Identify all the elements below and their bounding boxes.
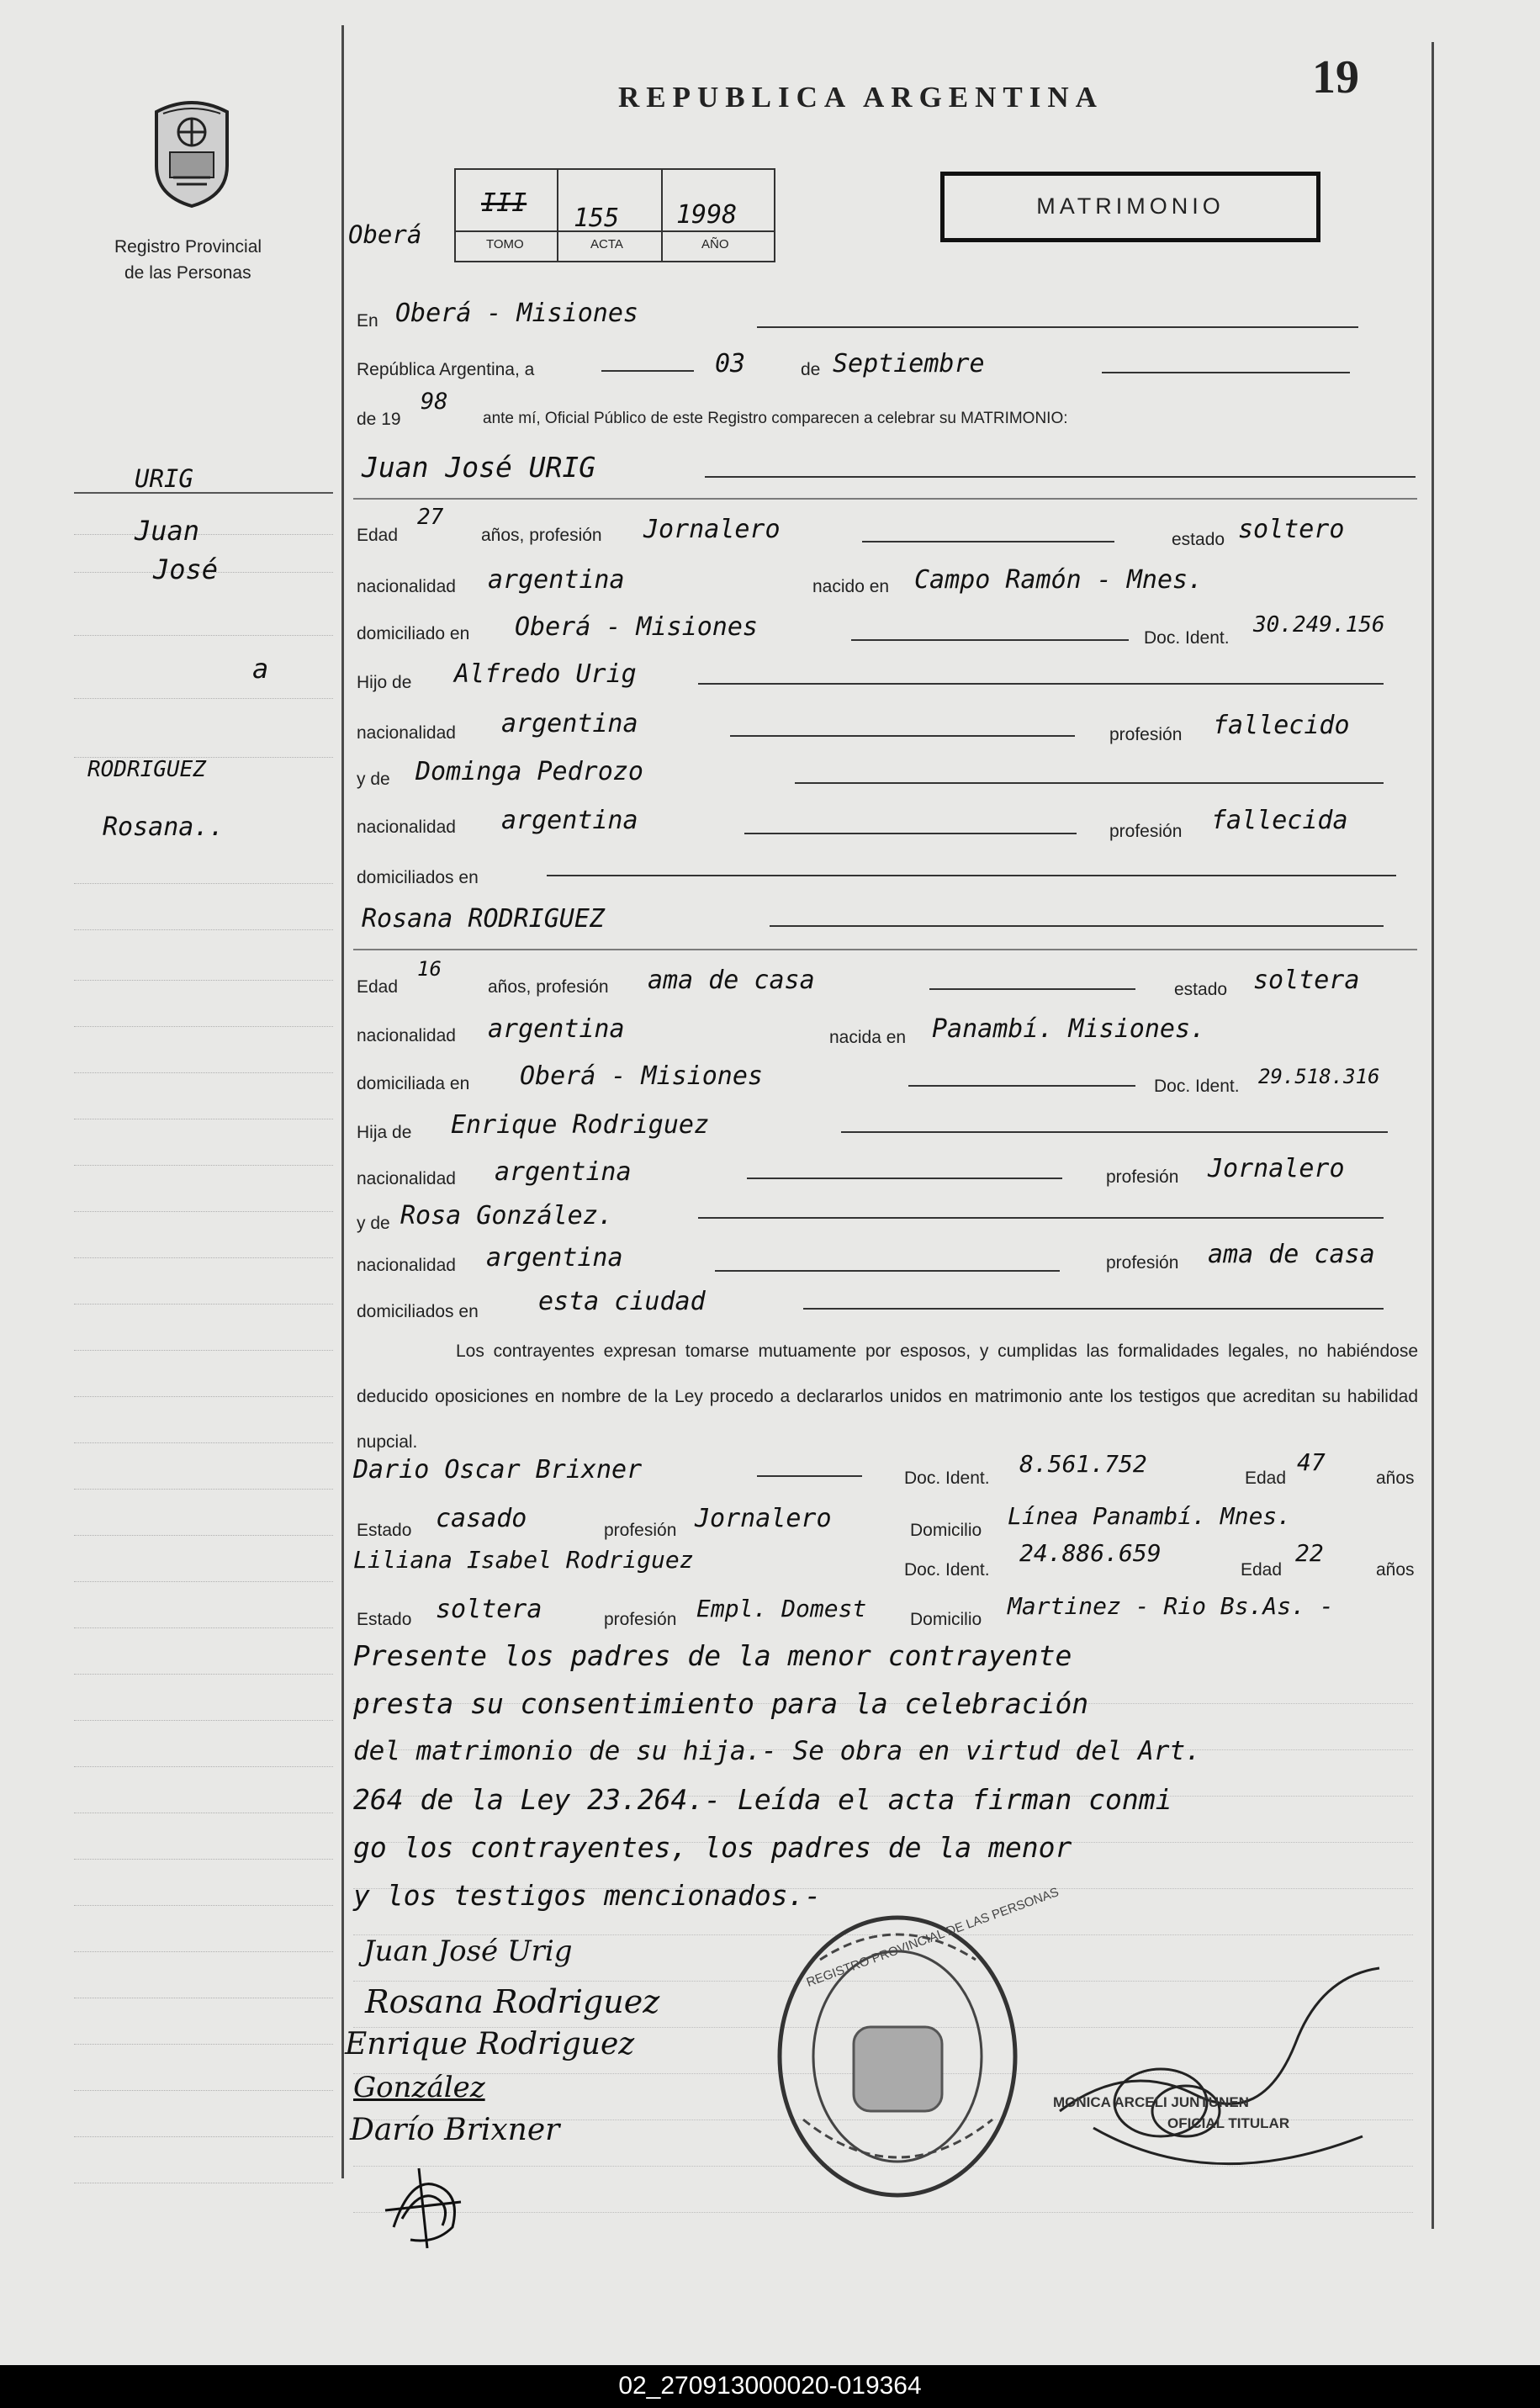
bride-mother: Rosa González. [400,1201,613,1230]
groom-father: Alfredo Urig [454,659,637,689]
groom-parents-domicile-label: domiciliados en [357,868,479,887]
bride-parents-domicile-label: domiciliados en [357,1302,479,1321]
margin-conjunction: a [252,653,269,685]
bride-nationality-label: nacionalidad [357,1026,456,1045]
witness1-age: 47 [1297,1448,1326,1476]
tomo-label: TOMO [486,237,524,251]
bride-doc: 29.518.316 [1258,1065,1380,1088]
witness1-name: Dario Oscar Brixner [353,1455,643,1484]
appearance-statement: ante mí, Oficial Público de este Registro comparecen a celebrar su MATRIMONIO: [483,410,1068,427]
groom-estado: soltero [1238,515,1345,544]
groom-domicile: Oberá - Misiones [515,612,758,642]
witness1-prof-label: profesión [604,1521,677,1540]
bride-age: 16 [417,957,442,981]
witness2-doc: 24.886.659 [1019,1539,1162,1567]
bride-yde-label: y de [357,1214,390,1233]
groom-mother-nat-label: nacionalidad [357,818,456,837]
bride-mother-nat-label: nacionalidad [357,1256,456,1275]
remarks-line: Presente los padres de la menor contrayente [353,1639,1072,1672]
witness2-profession: Empl. Domest [696,1595,867,1622]
bride-doc-label: Doc. Ident. [1154,1077,1240,1096]
seal-text: REGISTRO PROVINCIAL DE LAS PERSONAS [804,1885,1061,1990]
witness1-dom-label: Domicilio [910,1521,982,1540]
groom-doc-label: Doc. Ident. [1144,628,1230,648]
remarks-line: presta su consentimiento para la celebración [353,1687,1089,1720]
groom-mother-prof-label: profesión [1109,822,1183,841]
registry-name-line2: de las Personas [124,263,251,283]
signature-witness1: Darío Brixner [350,2113,560,2147]
bride-nationality: argentina [488,1014,625,1044]
margin-spouse-surname: RODRIGUEZ [87,757,206,782]
acta-value: 155 [574,204,620,233]
witness2-dom-label: Domicilio [910,1610,982,1629]
bride-nacida-label: nacida en [829,1028,907,1047]
official-signature-scribble-icon [1043,1943,1430,2187]
remarks-line: 264 de la Ley 23.264.- Leída el acta firman conmi [353,1783,1172,1816]
groom-full-name: Juan José URIG [362,451,596,484]
witness2-doc-label: Doc. Ident. [904,1560,990,1580]
bride-mother-profession: ama de casa [1208,1240,1375,1269]
official-title: OFICIAL TITULAR [1167,2115,1290,2131]
folio-number: 19 [1312,51,1359,103]
bride-father-prof-label: profesión [1106,1167,1179,1187]
groom-edad-label: Edad [357,526,399,545]
witness1-domicile: Línea Panambí. Mnes. [1008,1502,1292,1530]
witness1-doc-label: Doc. Ident. [904,1469,990,1488]
official-name: MONICA ARCELI JUNTUNEN [1053,2094,1249,2110]
bride-domicile: Oberá - Misiones [520,1061,763,1091]
celebration-month: Septiembre [833,349,985,378]
provincial-emblem-icon [150,97,234,208]
thumbprint-mark-icon [377,2160,478,2252]
witness2-name: Liliana Isabel Rodriguez [353,1546,694,1574]
groom-doc: 30.249.156 [1253,612,1385,638]
groom-mother-nationality: argentina [501,806,638,835]
signature-bride-father: Enrique Rodriguez [345,2027,635,2061]
celebration-place: Oberá - Misiones [395,299,638,328]
bride-father-nationality: argentina [495,1157,632,1187]
signature-bride: Rosana Rodriguez [365,1983,660,2020]
groom-mother: Dominga Pedrozo [415,757,643,786]
bride-estado: soltera [1253,966,1360,995]
celebration-day: 03 [715,349,746,378]
groom-hijo-label: Hijo de [357,673,412,692]
bride-anos-profesion-label: años, profesión [488,977,609,997]
ano-label: AÑO [701,237,729,251]
bride-father: Enrique Rodriguez [451,1110,710,1140]
remarks-line: go los contrayentes, los padres de la menor [353,1831,1072,1864]
registry-name-line1: Registro Provincial [114,237,262,257]
year-suffix: 98 [421,389,448,415]
margin-surname: URIG [135,464,193,493]
document-id: 02_270913000020-019364 [618,2372,922,2400]
bride-father-profession: Jornalero [1208,1154,1345,1183]
remarks-line: y los testigos mencionados.- [353,1879,822,1912]
bride-edad-label: Edad [357,977,399,997]
groom-father-profession: fallecido [1213,711,1350,740]
signature-bride-mother: González [353,2071,485,2104]
bride-parents-domicile: esta ciudad [538,1287,706,1316]
witness1-estado-label: Estado [357,1521,412,1540]
signature-groom: Juan José Urig [363,1934,573,1968]
groom-mother-profession: fallecida [1211,806,1348,835]
witness2-domicile: Martinez - Rio Bs.As. - [1008,1592,1334,1620]
witness1-estado: casado [436,1504,527,1533]
remarks-line: del matrimonio de su hija.- Se obra en virtud del Art. [353,1736,1201,1766]
groom-profession: Jornalero [643,515,781,544]
book-reference-table [454,168,775,262]
footer-bar [0,2365,1540,2408]
witness2-edad-label: Edad [1241,1560,1283,1580]
groom-nationality: argentina [488,565,625,595]
bride-mother-nationality: argentina [486,1243,623,1273]
groom-estado-label: estado [1172,530,1225,549]
left-column-divider [341,25,344,2178]
witness2-prof-label: profesión [604,1610,677,1629]
margin-solid-line [74,492,333,495]
groom-yde-label: y de [357,770,390,789]
tomo-value: III [481,188,527,218]
witness2-estado-label: Estado [357,1610,412,1629]
groom-father-nationality: argentina [501,709,638,738]
groom-domicile-label: domiciliado en [357,624,470,643]
witness1-profession: Jornalero [695,1504,832,1533]
bride-mother-prof-label: profesión [1106,1253,1179,1273]
year-prefix: de 19 [357,410,401,429]
margin-first-name-2: José [153,553,219,585]
groom-birthplace: Campo Ramón - Mnes. [914,565,1204,595]
bride-birthplace: Panambí. Misiones. [932,1014,1206,1044]
witness2-anos-label: años [1376,1560,1415,1580]
bride-full-name: Rosana RODRIGUEZ [362,904,605,934]
bride-profession: ama de casa [648,966,815,995]
acta-label: ACTA [590,237,623,251]
republica-label: República Argentina, a [357,360,535,379]
de-label: de [801,360,821,379]
en-label: En [357,311,378,331]
witness2-age: 22 [1295,1539,1324,1567]
bride-estado-label: estado [1174,980,1228,999]
margin-spouse-name: Rosana.. [103,812,225,842]
witness1-doc: 8.561.752 [1019,1450,1147,1478]
act-type-title: MATRIMONIO [1036,193,1225,219]
act-type-box [940,172,1320,242]
witness2-estado: soltera [436,1595,542,1624]
groom-anos-profesion-label: años, profesión [481,526,602,545]
bride-father-nat-label: nacionalidad [357,1169,456,1188]
witness1-anos-label: años [1376,1469,1415,1488]
witness1-edad-label: Edad [1245,1469,1287,1488]
country-heading: REPUBLICA ARGENTINA [618,81,1103,114]
groom-age: 27 [417,505,444,530]
locality-initial-mark: Oberá [348,220,422,249]
groom-nationality-label: nacionalidad [357,577,456,596]
margin-first-name-1: Juan [135,515,200,547]
legal-declaration: Los contrayentes expresan tomarse mutuamente por esposos, y cumplidas las formalidades legales, no habiéndose deducido oposiciones en nombre de la Ley procedo a declararlos unidos en matrimonio ante los testigos que acreditan su habilidad nupcial. [357,1342,1418,1452]
right-border [1432,42,1434,2229]
groom-nacido-label: nacido en [812,577,890,596]
ano-value: 1998 [676,200,738,230]
bride-domicile-label: domiciliada en [357,1074,470,1093]
groom-father-prof-label: profesión [1109,725,1183,744]
bride-hija-label: Hija de [357,1123,412,1142]
groom-father-nat-label: nacionalidad [357,723,456,743]
